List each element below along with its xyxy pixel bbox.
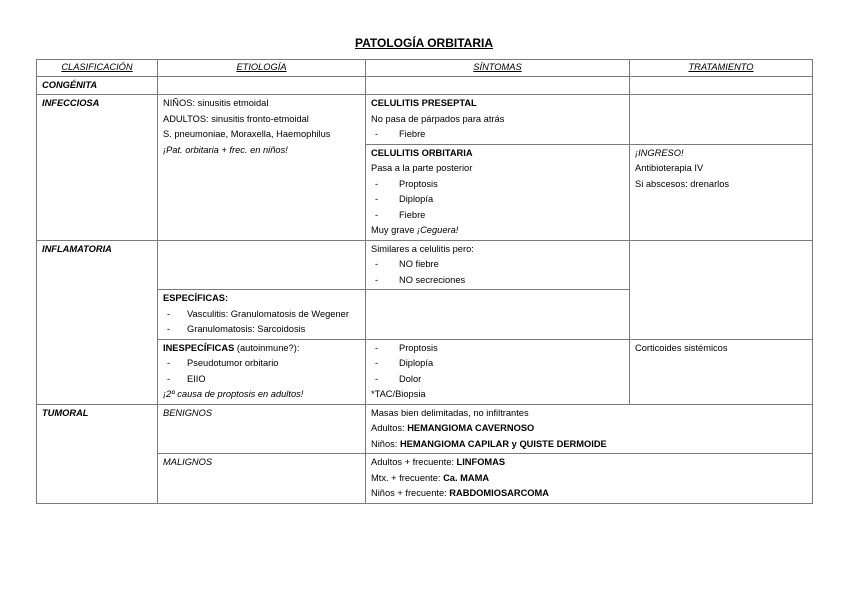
malignos-adultos: Adultos + frecuente: LINFOMAS [371,457,506,467]
cell-empty [366,76,630,95]
especificas-title: ESPECÍFICAS: [163,293,229,303]
cell-empty [158,240,366,290]
infecciosa-etiologia [158,95,366,241]
tratamiento-ingreso: ¡INGRESO! [635,147,684,158]
especificas-etiologia [158,290,366,340]
list-item: - Proptosis [375,178,438,189]
list-item: - NO fiebre [375,259,439,269]
malignos-ninos: Niños + frecuente: RABDOMIOSARCOMA [371,488,549,498]
etiologia-line: ADULTOS: sinusitis fronto-etmoidal [163,113,309,124]
label-tumoral: TUMORAL [37,404,158,503]
orbital-pathology-table [36,59,813,504]
list-item: - Granulomatosis: Sarcoidosis [167,324,306,334]
label-congenita: CONGÉNITA [37,76,158,95]
benignos-adultos: Adultos: HEMANGIOMA CAVERNOSO [371,423,535,433]
tratamiento-line: Si abscesos: drenarlos [635,178,730,189]
list-item: - Diplopía [375,194,434,204]
inespecificas-title: INESPECÍFICAS (autoinmune?): [163,342,300,353]
list-item: - Pseudotumor orbitario [167,358,279,368]
row-inflamatoria-similares [37,240,813,290]
preseptal-tratamiento [630,95,813,145]
cell-empty [630,240,813,339]
cell-empty [366,290,630,340]
preseptal-sintomas [366,95,630,145]
header-clasificacion: CLASIFICACIÓN [37,60,158,77]
malignos-sintomas [366,454,813,504]
orbitaria-sintomas [366,144,630,240]
header-tratamiento: TRATAMIENTO [630,60,813,77]
cell-empty [630,76,813,95]
inespecificas-etiologia [158,339,366,404]
malignos-mtx: Mtx. + frecuente: Ca. MAMA [371,472,490,483]
list-item: - Vasculitis: Granulomatosis de Wegener [167,308,349,319]
list-item: - Fiebre [375,129,426,139]
page-title: PATOLOGÍA ORBITARIA [355,36,493,50]
header-row [37,60,813,77]
header-etiologia: ETIOLOGÍA [158,60,366,77]
row-congenita [37,76,813,95]
list-item: - EIIO [167,373,206,384]
etiologia-line: NIÑOS: sinusitis etmoidal [163,98,269,108]
orbitaria-tratamiento [630,144,813,240]
list-item: - Diplopía [375,358,434,368]
list-item: - NO secreciones [375,274,466,285]
row-tumoral-benignos [37,404,813,454]
similares-desc: Similares a celulitis pero: [371,243,474,254]
benignos-sintomas [366,404,813,454]
orbitaria-grave: Muy grave ¡Ceguera! [371,225,459,235]
benignos-ninos: Niños: HEMANGIOMA CAPILAR y QUISTE DERMOIDE [371,438,607,449]
list-item: - Proptosis [375,342,438,353]
inespecificas-sintomas [366,339,630,404]
header-sintomas: SÍNTOMAS [366,60,630,77]
tratamiento-line: Corticoides sistémicos [635,342,728,353]
list-item: - Fiebre [375,209,426,220]
inespecificas-note: ¡2º causa de proptosis en adultos! [163,389,304,399]
label-inflamatoria: INFLAMATORIA [37,240,158,404]
malignos-label: MALIGNOS [158,454,366,504]
label-infecciosa: INFECCIOSA [37,95,158,241]
inespecificas-tratamiento [630,339,813,404]
tratamiento-line: Antibioterapia IV [635,163,704,173]
row-infecciosa-preseptal [37,95,813,145]
preseptal-desc: No pasa de párpados para atrás [371,113,505,124]
similares-sintomas [366,240,630,290]
benignos-line: Masas bien delimitadas, no infiltrantes [371,407,529,418]
preseptal-title: CELULITIS PRESEPTAL [371,98,477,108]
orbitaria-title: CELULITIS ORBITARIA [371,147,473,158]
etiologia-note: ¡Pat. orbitaria + frec. en niños! [163,144,288,155]
orbitaria-desc: Pasa a la parte posterior [371,163,473,173]
sintomas-extra: *TAC/Biopsia [371,389,426,399]
etiologia-line: S. pneumoniae, Moraxella, Haemophilus [163,129,331,139]
benignos-label: BENIGNOS [158,404,366,454]
cell-empty [158,76,366,95]
list-item: - Dolor [375,373,422,384]
